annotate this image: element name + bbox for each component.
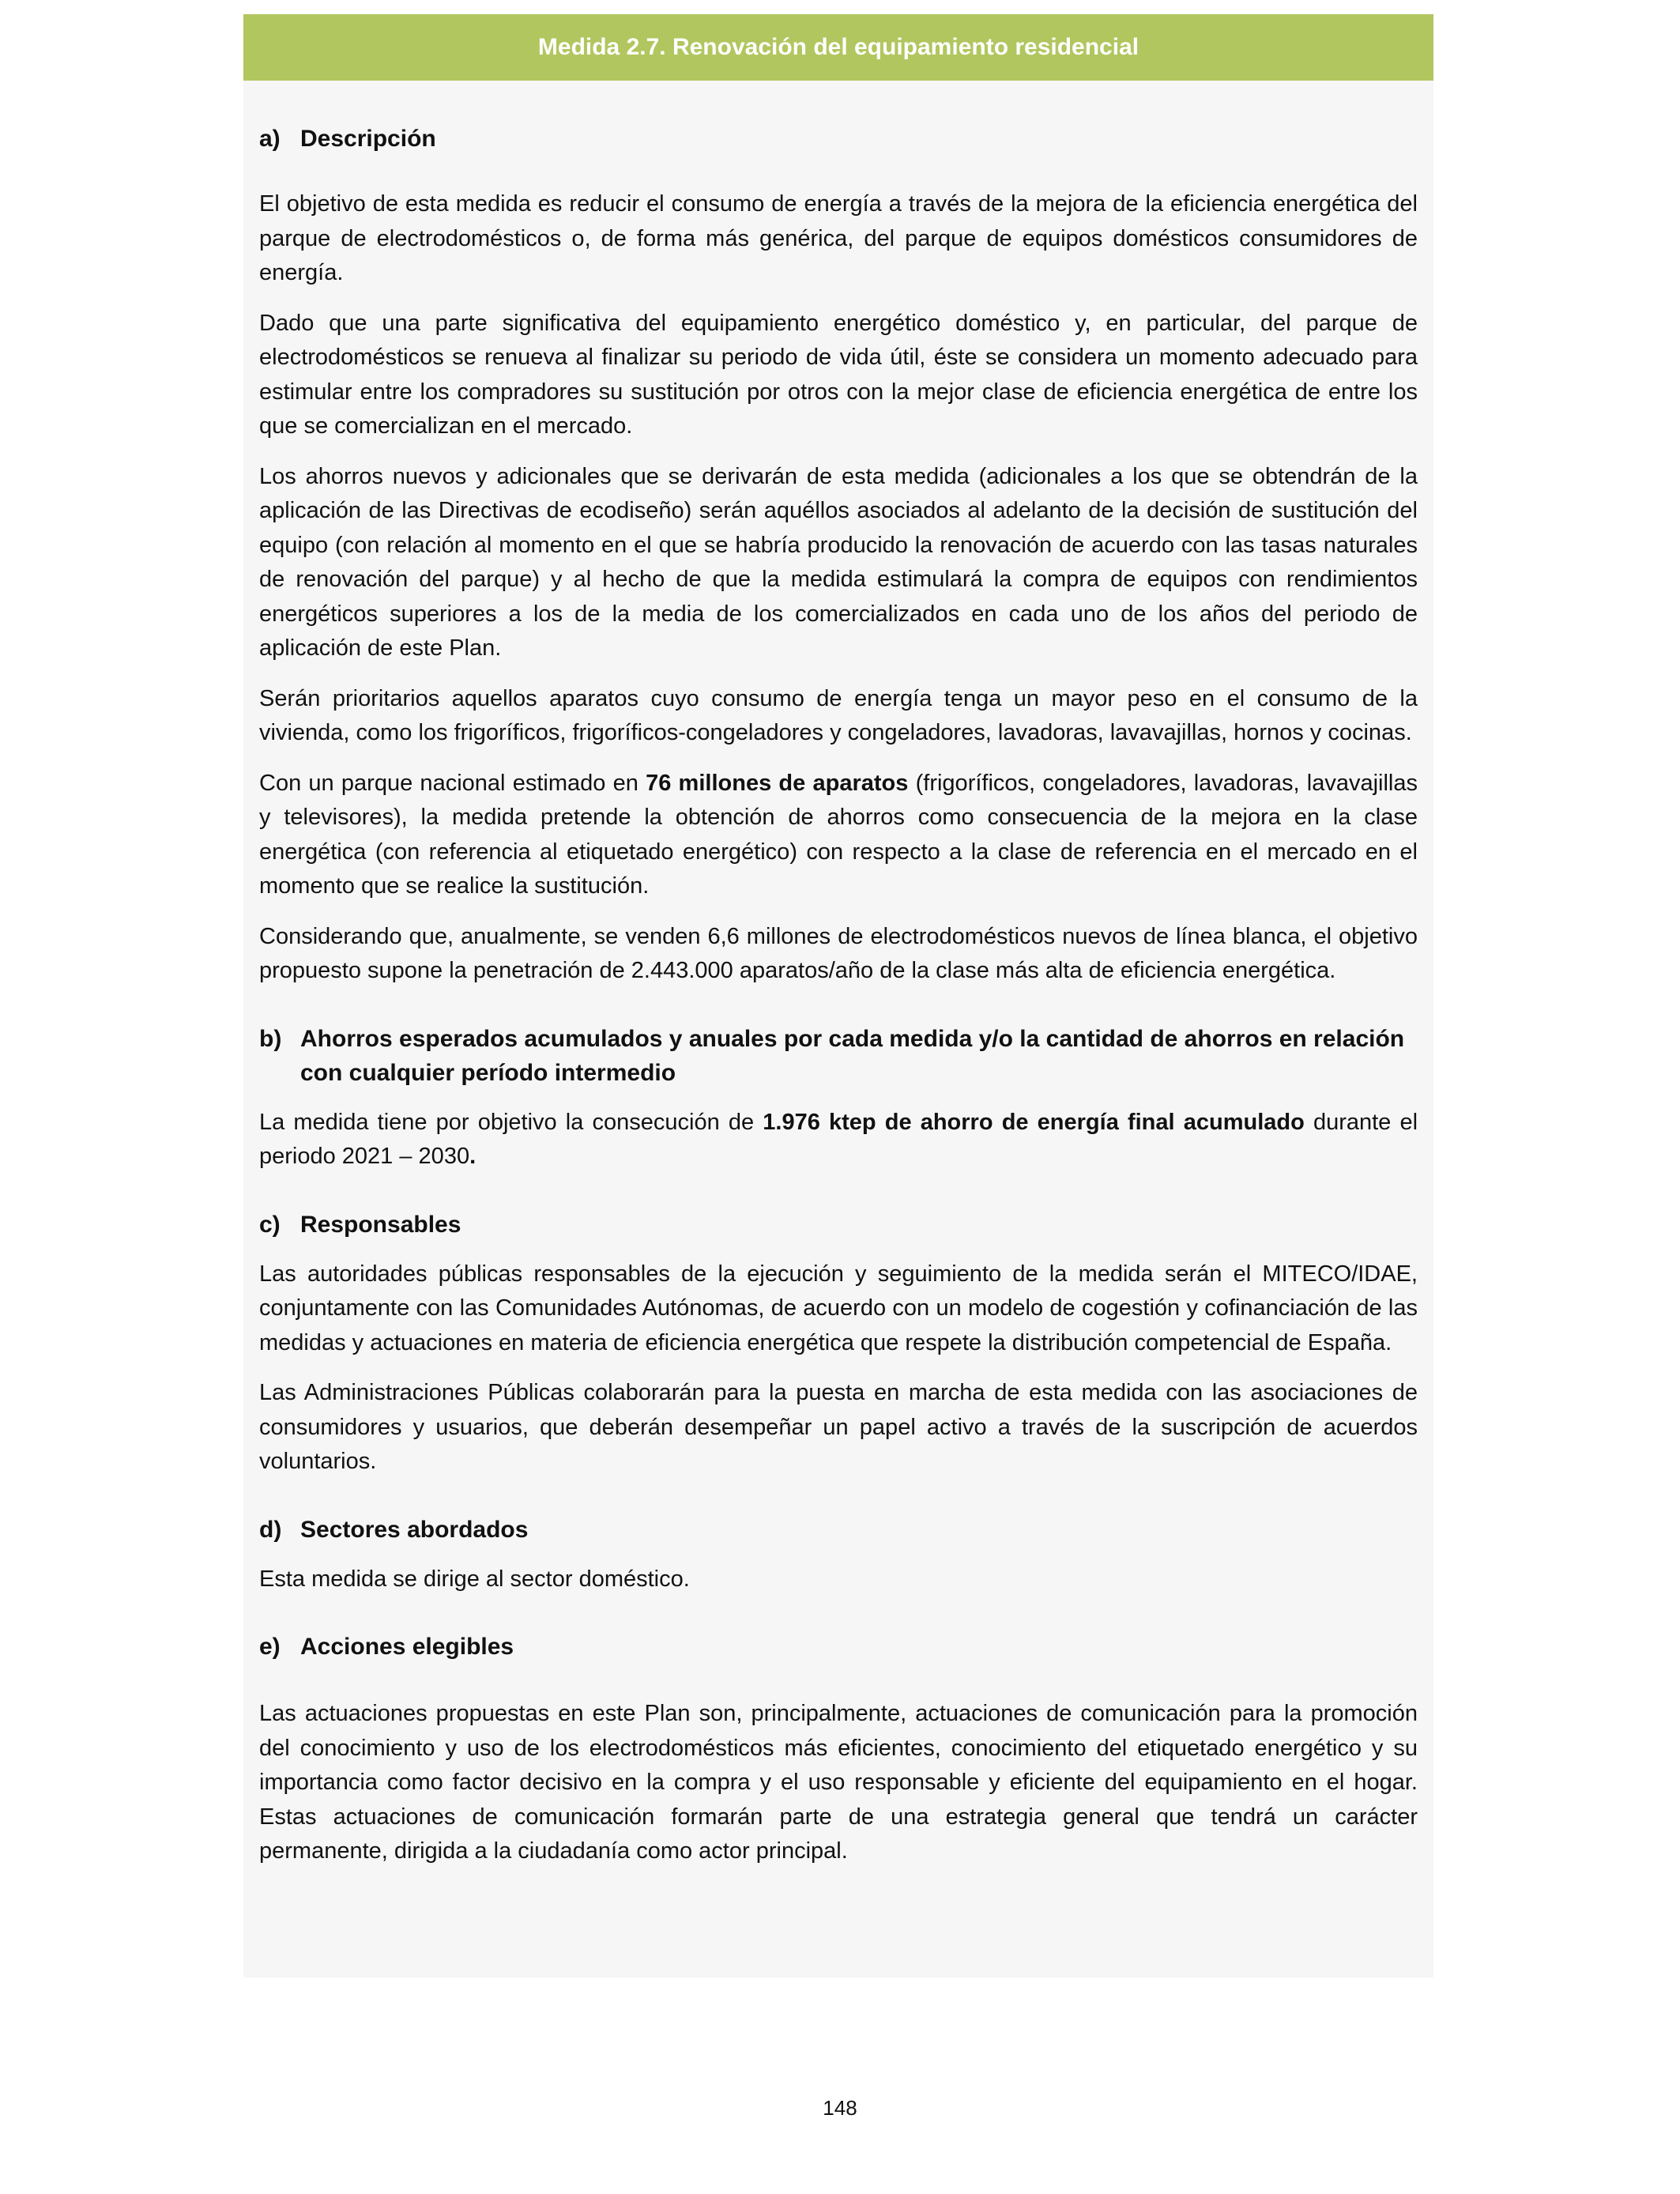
paragraph [259, 767, 1418, 904]
section-title: Descripción [300, 126, 436, 152]
highlight-text: 1.976 ktep de ahorro de energía final acumulado [763, 1109, 1305, 1135]
section-heading-acciones [259, 1630, 1418, 1664]
paragraph: Serán prioritarios aquellos aparatos cuyo consumo de energía tenga un mayor peso en el consumo de la vivienda, como los frigoríficos, frigoríficos-congeladores y congeladores, lavadoras, lavavajillas, hornos y cocinas. [259, 685, 1418, 745]
paragraph: Dado que una parte significativa del equipamiento energético doméstico y, en particular, del parque de electrodomésticos se renueva al finalizar su periodo de vida útil, éste se considera un momento adecuado para estimular entre los compradores su sustitución por otros con la mejor clase de eficiencia energética de entre los que se comercializan en el mercado. [259, 310, 1418, 439]
measure-panel [243, 14, 1433, 1977]
section-letter: c) [259, 1211, 281, 1238]
section-letter: d) [259, 1516, 282, 1543]
section-heading-descripcion [259, 122, 1418, 156]
measure-content [243, 81, 1433, 1869]
section-title: Ahorros esperados acumulados y anuales por cada medida y/o la cantidad de ahorros en relación con cualquier período intermedio [300, 1025, 1405, 1086]
paragraph: Las Administraciones Públicas colaborarán para la puesta en marcha de esta medida con las asociaciones de consumidores y usuarios, que deberán desempeñar un papel activo a través de la suscripción de acuerdos voluntarios. [259, 1380, 1418, 1474]
section-heading-ahorros [259, 1022, 1418, 1090]
section-letter: a) [259, 126, 281, 152]
section-title: Sectores abordados [300, 1516, 529, 1543]
measure-title: Medida 2.7. Renovación del equipamiento residencial [243, 14, 1433, 81]
paragraph [259, 1106, 1418, 1174]
text-run: . [469, 1144, 477, 1169]
paragraph: El objetivo de esta medida es reducir el consumo de energía a través de la mejora de la eficiencia energética del parque de electrodomésticos o, de forma más genérica, del parque de equipos domésticos consumidores de energía. [259, 191, 1418, 285]
paragraph: Los ahorros nuevos y adicionales que se derivarán de esta medida (adicionales a los que se obtendrán de la aplicación de las Directivas de ecodiseño) serán aquéllos asociados al adelanto de la decisión de sustitución del equipo (con relación al momento en el que se habría producido la renovación de acuerdo con las tasas naturales de renovación del parque) y al hecho de que la medida estimulará la compra de equipos con rendimientos energéticos superiores a los de la media de los comercializados en cada uno de los años del periodo de aplicación de este Plan. [259, 463, 1418, 661]
page-number: 148 [823, 2096, 857, 2120]
highlight-text: 76 millones de aparatos [646, 770, 909, 796]
section-title: Responsables [300, 1211, 461, 1238]
section-heading-responsables [259, 1208, 1418, 1242]
text-run: durante el periodo 2021 – 2030 [259, 1109, 1418, 1169]
paragraph: Considerando que, anualmente, se venden 6,6 millones de electrodomésticos nuevos de línea blanca, el objetivo propuesto supone la penetración de 2.443.000 aparatos/año de la clase más alta de eficiencia energética. [259, 923, 1418, 983]
paragraph: Esta medida se dirige al sector doméstico. [259, 1566, 690, 1592]
paragraph: Las autoridades públicas responsables de la ejecución y seguimiento de la medida serán el MITECO/IDAE, conjuntamente con las Comunidades Autónomas, de acuerdo con un modelo de cogestión y cofinanciación de las medidas y actuaciones en materia de eficiencia energética que respete la distribución competencial de España. [259, 1261, 1418, 1355]
paragraph: Las actuaciones propuestas en este Plan son, principalmente, actuaciones de comunicación para la promoción del conocimiento y uso de los electrodomésticos más eficientes, conocimiento del etiquetado energético y su importancia como factor decisivo en la compra y el uso responsable y eficiente del equipamiento en el hogar. Estas actuaciones de comunicación formarán parte de una estrategia general que tendrá un carácter permanente, dirigida a la ciudadanía como actor principal. [259, 1701, 1418, 1864]
text-run: (frigoríficos, congeladores, lavadoras, lavavajillas y televisores), la medida pretende la obtención de ahorros como consecuencia de la mejora en la clase energética (con referencia al etiquetado energético) con respecto a la clase de referencia en el mercado en el momento que se realice la sustitución. [259, 770, 1418, 899]
section-heading-sectores [259, 1513, 1418, 1547]
text-run: La medida tiene por objetivo la consecución de [259, 1109, 763, 1135]
section-title: Acciones elegibles [300, 1634, 514, 1660]
section-letter: e) [259, 1634, 281, 1660]
text-run: Con un parque nacional estimado en [259, 770, 646, 796]
section-letter: b) [259, 1025, 282, 1052]
